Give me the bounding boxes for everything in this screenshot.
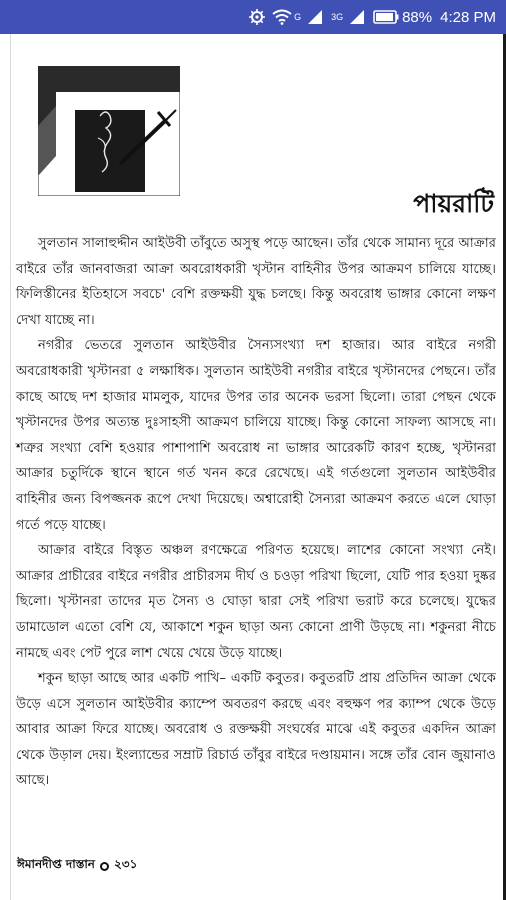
network-type-2: 3G bbox=[331, 12, 344, 22]
clock: 4:28 PM bbox=[440, 8, 496, 26]
status-bar bbox=[0, 0, 506, 34]
battery-level: 88% bbox=[402, 8, 433, 26]
paragraph-4: শকুন ছাড়া আছে আর একটি পাখি– একটি কবুতর। কবুতরটি প্রায় প্রতিদিন আক্রা থেকে উড়ে এসে সুলতান আইউবীর ক্যাম্পে অবতরণ করছে এবং বহুক্ষণ পর ক্যাম্প থেকে উড়ে আবার আক্রা ফিরে যাচ্ছে। অবরোধ ও রক্তক্ষয়ী সংঘর্ষের মাঝে এই কবুতর একদিন আক্রা থেকে উড়াল দেয়। ইংল্যান্ডের সম্রাট রিচার্ড তাঁবুর বাইরে দণ্ডায়মান। সঙ্গে তাঁর বোন জুয়ানাও আছে। bbox=[16, 671, 496, 789]
chapter-title: পায়রাটি bbox=[413, 189, 494, 218]
page-number: ২৩১ bbox=[113, 857, 138, 871]
paragraph-1: সুলতান সালাহুদ্দীন আইউবী তাঁবুতে অসুস্থ পড়ে আছেন। তাঁর থেকে সামান্য দূরে আক্রার বাইরে তাঁর জানবাজরা আক্রা অবরোধকারী খৃস্টান বাহিনীর উপর আক্রমণ চালিয়ে যাচ্ছে। ফিলিস্তীনের ইতিহাসে সবচে' বেশি রক্তক্ষয়ী যুদ্ধ চলছে। কিন্তু অবরোধ ভাঙ্গার কোনো লক্ষণ দেখা যাচ্ছে না। bbox=[16, 236, 496, 328]
book-page bbox=[10, 34, 504, 900]
separator-circle-icon bbox=[100, 862, 109, 871]
signal-icon-2 bbox=[349, 9, 365, 25]
network-type-1: G bbox=[294, 12, 302, 22]
paragraph-3: আক্রার বাইরে বিস্তৃত অঞ্চল রণক্ষেত্রে পরিণত হয়েছে। লাশের কোনো সংখ্যা নেই। আক্রার প্রাচীরের বাইরে নগরীর প্রাচীরসম দীর্ঘ ও চওড়া পরিখা ছিলো, যেটি পার হওয়া দুষ্কর ছিলো। খৃস্টানরা তাদের মৃত সৈন্য ও ঘোড়া দ্বারা সেই পরিখা ভরাট করে চলেছে। যুদ্ধের ডামাডোল এতো বেশি যে, আকাশে শকুন ছাড়া অন্য কোনো প্রাণী উড়ছে না। শকুনরা নীচে নামছে এবং পেট পুরে লাশ খেয়ে খেয়ে উড়ে যাচ্ছে। bbox=[16, 543, 496, 661]
article-body bbox=[16, 231, 496, 794]
settings-sync-icon bbox=[248, 8, 266, 26]
book-title: ঈমানদীপ্ত দাস্তান bbox=[17, 857, 95, 871]
wifi-icon bbox=[272, 9, 292, 25]
battery-icon bbox=[373, 10, 399, 24]
page-footer bbox=[17, 856, 137, 876]
chapter-illustration bbox=[38, 66, 180, 196]
signal-icon bbox=[307, 9, 323, 25]
paragraph-2: নগরীর ভেতরে সুলতান আইউবীর সৈন্যসংখ্যা দশ হাজার। আর বাইরে নগরী অবরোধকারী খৃস্টানরা ৫ লক্ষাধিক। সুলতান আইউবী নগরীর বাইরে খৃস্টানদের পেছনে। তাঁর কাছে আছে দশ হাজার মামলুক, যাদের উপর তার অনেক ভরসা ছিলো। তারা পেছন থেকে খৃস্টানদের উপর অত্যন্ত দুঃসাহসী আক্রমণ চালিয়ে যাচ্ছে। কিন্তু কোনো সাফল্য আসছে না। শত্রুর সংখ্যা বেশি হওয়ার পাশাপাশি অবরোধ না ভাঙ্গার আরেকটি কারণ হচ্ছে, খৃস্টানরা আক্রার চতুর্দিকে স্থানে স্থানে গর্ত খনন করে রেখেছে। এই গর্তগুলো সুলতান আইউবীর বাহিনীর জন্য বিপজ্জনক রূপে দেখা দিয়েছে। অশ্বারোহী সৈন্যরা আক্রমণ করতে এলে ঘোড়া গর্তে পড়ে যাচ্ছে। bbox=[16, 338, 496, 533]
